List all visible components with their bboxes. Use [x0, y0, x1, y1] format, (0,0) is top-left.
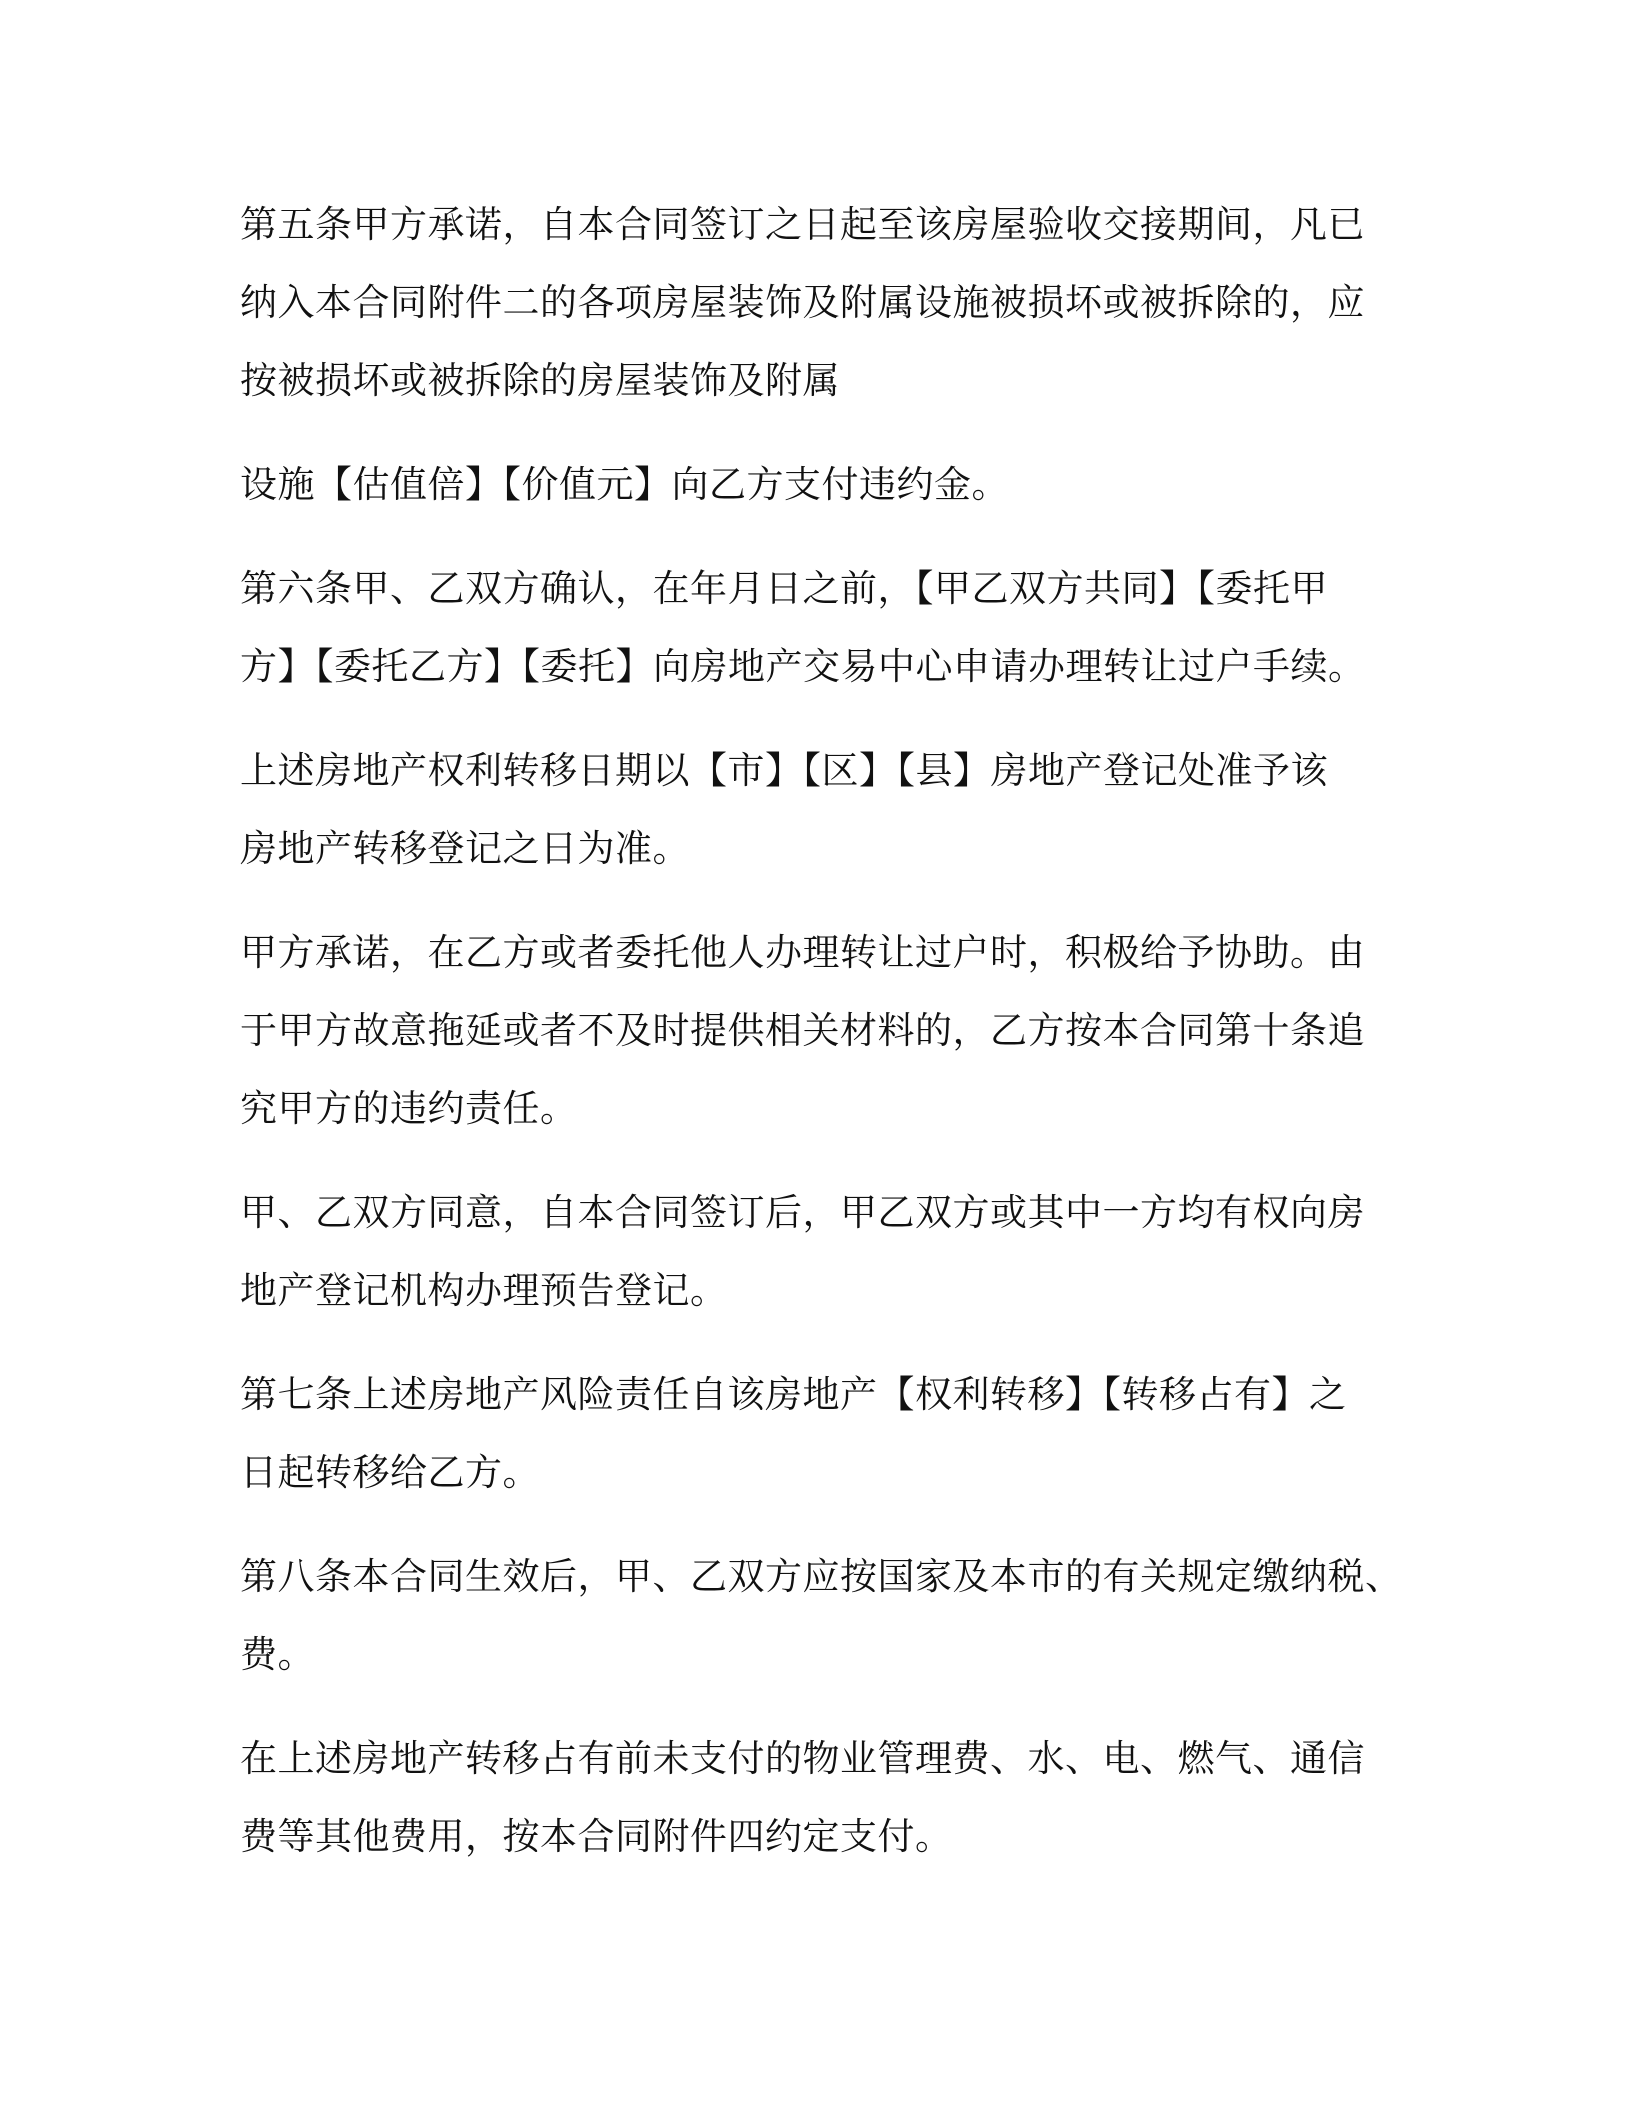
text-line: 设施【估值倍】【价值元】向乙方支付违约金。: [240, 463, 1009, 506]
paragraph-penalty: [240, 446, 1400, 524]
paragraph-article-7: [240, 1356, 1400, 1512]
paragraph-article-6: [240, 550, 1400, 706]
paragraph-article-5: [240, 186, 1400, 420]
text-line: 按被损坏或被拆除的房屋装饰及附属: [240, 359, 840, 402]
paragraph-advance-registration: [240, 1174, 1400, 1330]
text-line: 第八条本合同生效后，甲、乙双方应按国家及本市的有关规定缴纳税、: [240, 1555, 1403, 1598]
paragraph-other-fees: [240, 1720, 1400, 1876]
text-line: 上述房地产权利转移日期以【市】【区】【县】房地产登记处准予该: [240, 749, 1328, 792]
text-line: 费等其他费用，按本合同附件四约定支付。: [240, 1815, 953, 1858]
text-line: 甲、乙双方同意，自本合同签订后，甲乙双方或其中一方均有权向房: [240, 1191, 1365, 1234]
text-line: 第六条甲、乙双方确认，在年月日之前，【甲乙双方共同】【委托甲: [240, 567, 1328, 610]
text-line: 房地产转移登记之日为准。: [240, 827, 690, 870]
text-line: 甲方承诺，在乙方或者委托他人办理转让过户时，积极给予协助。由: [240, 931, 1365, 974]
text-line: 于甲方故意拖延或者不及时提供相关材料的，乙方按本合同第十条追: [240, 1009, 1365, 1052]
contract-body: [240, 186, 1403, 1902]
text-line: 第七条上述房地产风险责任自该房地产【权利转移】【转移占有】之: [240, 1373, 1347, 1416]
text-line: 究甲方的违约责任。: [240, 1087, 578, 1130]
text-line: 费。: [240, 1633, 315, 1676]
paragraph-transfer-date: [240, 732, 1400, 888]
text-line: 方】【委托乙方】【委托】向房地产交易中心申请办理转让过户手续。: [240, 645, 1366, 688]
text-line: 第五条甲方承诺，自本合同签订之日起至该房屋验收交接期间，凡已: [240, 203, 1365, 246]
text-line: 地产登记机构办理预告登记。: [240, 1269, 728, 1312]
text-line: 日起转移给乙方。: [240, 1451, 540, 1494]
text-line: 纳入本合同附件二的各项房屋装饰及附属设施被损坏或被拆除的，应: [240, 281, 1365, 324]
text-line: 在上述房地产转移占有前未支付的物业管理费、水、电、燃气、通信: [240, 1737, 1365, 1780]
paragraph-party-a-commitment: [240, 914, 1400, 1148]
paragraph-article-8: [240, 1538, 1403, 1694]
